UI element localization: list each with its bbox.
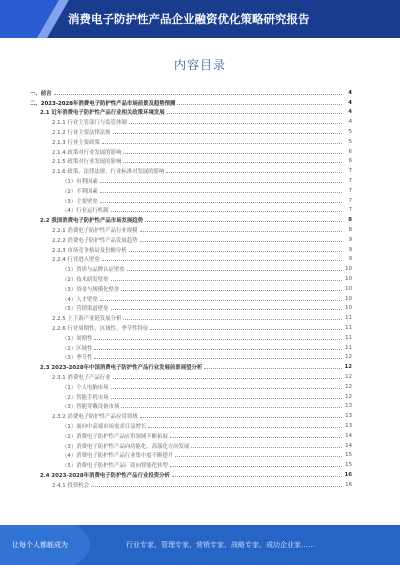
- toc-entry-label: 2.2.4 行业进入壁垒: [52, 257, 100, 264]
- toc-entry[interactable]: [30, 450, 352, 460]
- toc-leader-dots: [100, 201, 342, 203]
- toc-entry-label: （3）主要壁垒: [62, 198, 98, 205]
- toc-leader-dots: [140, 230, 342, 232]
- toc-entry-label: 2.2.1 消费电子防护性产品行业规模: [52, 228, 138, 235]
- toc-entry[interactable]: [30, 411, 352, 421]
- toc-leader-dots: [94, 357, 342, 359]
- toc-entry[interactable]: [30, 460, 352, 470]
- toc-entry-page: 5: [348, 138, 352, 145]
- toc-entry[interactable]: [30, 186, 352, 196]
- toc-entry[interactable]: [30, 431, 352, 441]
- toc-leader-dots: [177, 103, 342, 105]
- toc-leader-dots: [148, 426, 342, 428]
- toc-entry-label: （1）面向中高端市场需求日益增长: [62, 423, 147, 430]
- toc-entry-label: （5）消费电子防护性产品厂商向智能化转型: [62, 463, 168, 470]
- toc-leader-dots: [175, 455, 342, 457]
- toc-entry[interactable]: [30, 98, 352, 108]
- toc-leader-dots: [54, 93, 342, 95]
- toc-entry-label: （1）有利因素: [62, 179, 98, 186]
- toc-entry[interactable]: [30, 235, 352, 245]
- toc-entry-label: （3）季节性: [62, 355, 93, 362]
- toc-entry-label: 2.3.2 消费电子防护性产品应用领域: [52, 414, 138, 421]
- toc-leader-dots: [111, 387, 342, 389]
- toc-leader-dots: [100, 181, 342, 183]
- toc-entry-page: 16: [344, 471, 352, 478]
- toc-entry-page: 9: [348, 236, 352, 243]
- toc-entry-label: 2.2.2 消费电子防护性产品发展趋势: [52, 237, 138, 244]
- toc-entry-label: （2）技术研发壁垒: [62, 277, 109, 284]
- toc-leader-dots: [100, 191, 342, 193]
- toc-entry-page: 10: [345, 276, 352, 283]
- toc-entry[interactable]: [30, 166, 352, 176]
- toc-leader-dots: [166, 171, 342, 173]
- toc-entry-page: 5: [348, 129, 352, 136]
- toc-entry-label: 2.4.1 投资机会: [52, 482, 89, 489]
- footer-slogan-right: 行业专家、管理专家、营销专家、战略专家、成功企业家……: [126, 541, 315, 549]
- toc-leader-dots: [172, 475, 342, 477]
- toc-leader-dots: [113, 377, 342, 379]
- toc-entry[interactable]: [30, 304, 352, 314]
- toc-leader-dots: [102, 142, 342, 144]
- toc-entry-label: 2.2 我国消费电子防护性产品市场发展趋势: [40, 218, 144, 225]
- toc-entry[interactable]: [30, 382, 352, 392]
- toc-entry[interactable]: [30, 333, 352, 343]
- toc-leader-dots: [111, 308, 342, 310]
- toc-entry[interactable]: [30, 372, 352, 382]
- toc-heading: 内容目录: [173, 58, 226, 72]
- toc-leader-dots: [111, 279, 342, 281]
- report-title: 消费电子防护性产品企业融资优化策略研究报告: [68, 12, 310, 26]
- toc-entry-page: 10: [345, 266, 352, 273]
- toc-entry-label: 2.2.5 上下游产业链发展分析: [52, 316, 122, 323]
- toc-entry[interactable]: [30, 117, 352, 127]
- toc-entry-page: 12: [345, 374, 352, 380]
- toc-leader-dots: [145, 220, 342, 222]
- toc-entry-page: 4: [348, 89, 352, 96]
- toc-entry-label: 2.1.1 行业主管部门与监管体制: [52, 120, 127, 127]
- toc-entry[interactable]: [30, 343, 352, 353]
- toc-entry[interactable]: [30, 480, 352, 490]
- toc-entry-label: 2.2.3 市场竞争格局及份额分析: [52, 247, 127, 254]
- toc-entry-page: 13: [345, 403, 352, 410]
- toc-leader-dots: [204, 367, 342, 369]
- toc-entry-label: 2.1.4 政策对行业发展的影响: [52, 149, 122, 156]
- toc-entry[interactable]: [30, 392, 352, 402]
- toc-entry[interactable]: [30, 215, 352, 225]
- toc-entry-page: 6: [348, 148, 352, 155]
- toc-leader-dots: [113, 132, 342, 134]
- toc-entry-page: 11: [345, 344, 352, 351]
- toc-leader-dots: [123, 161, 342, 163]
- toc-entry[interactable]: [30, 196, 352, 206]
- toc-entry[interactable]: [30, 402, 352, 412]
- toc-entry[interactable]: [30, 264, 352, 274]
- toc-entry-label: （2）消费电子防护性产品应用领域不断拓展: [62, 433, 168, 440]
- toc-entry[interactable]: [30, 157, 352, 167]
- toc-entry[interactable]: [30, 127, 352, 137]
- toc-entry-page: 9: [348, 256, 352, 263]
- toc-entry[interactable]: [30, 313, 352, 323]
- toc-leader-dots: [170, 436, 342, 438]
- toc-entry[interactable]: [30, 353, 352, 363]
- footer-slogan-left: 让每个人都能成为: [12, 541, 68, 549]
- toc-entry-label: （1）个人电脑市场: [62, 384, 109, 391]
- table-of-contents: [30, 88, 352, 490]
- toc-entry-label: （4）人才壁垒: [62, 296, 98, 303]
- toc-leader-dots: [140, 416, 342, 418]
- toc-leader-dots: [123, 152, 342, 154]
- toc-entry-label: （1）资质与品牌认证壁垒: [62, 267, 125, 274]
- toc-entry[interactable]: [30, 274, 352, 284]
- toc-entry-label: 2.1.2 行业主要法律法规: [52, 130, 111, 137]
- toc-entry-label: 2.3 2023-2028年中国消费电子防护性产品行业发展前景展望分析: [40, 365, 203, 372]
- toc-entry-label: 2.3.1 消费电子产品行业: [52, 375, 111, 381]
- toc-entry-page: 10: [345, 285, 352, 292]
- toc-entry-page: 4: [348, 119, 352, 126]
- toc-entry-page: 10: [345, 305, 352, 312]
- toc-entry-label: 2.4 2023-2028年消费电子防护性产品行业投资分析: [40, 472, 170, 479]
- toc-entry[interactable]: [30, 441, 352, 451]
- toc-entry[interactable]: [30, 225, 352, 235]
- toc-entry-page: 11: [345, 315, 352, 322]
- toc-leader-dots: [140, 240, 342, 242]
- toc-entry-label: 2.1.6 政策、法律法规、行业标准对发展的影响: [52, 169, 165, 176]
- toc-entry[interactable]: [30, 421, 352, 431]
- toc-entry-label: 2.1.5 政策对行业发展的影响: [52, 159, 122, 166]
- toc-entry-page: 13: [345, 422, 352, 429]
- toc-entry-label: （1）周期性: [62, 335, 93, 342]
- toc-leader-dots: [129, 250, 342, 252]
- toc-leader-dots: [111, 210, 342, 212]
- toc-entry-label: （2）区域性: [62, 345, 93, 352]
- toc-leader-dots: [94, 338, 342, 340]
- toc-entry-page: 12: [345, 354, 352, 361]
- toc-entry-page: 4: [348, 109, 352, 116]
- toc-entry[interactable]: [30, 147, 352, 157]
- toc-entry[interactable]: [30, 245, 352, 255]
- toc-entry-page: 13: [345, 413, 352, 420]
- toc-entry-page: 7: [348, 207, 352, 214]
- toc-leader-dots: [100, 299, 342, 301]
- toc-entry-label: 一、前言: [30, 90, 52, 97]
- toc-entry-label: （4）行业运行机制: [62, 208, 109, 215]
- toc-entry[interactable]: [30, 362, 352, 372]
- toc-leader-dots: [111, 397, 342, 399]
- toc-leader-dots: [127, 269, 342, 271]
- toc-entry[interactable]: [30, 88, 352, 98]
- toc-entry[interactable]: [30, 108, 352, 118]
- toc-leader-dots: [167, 112, 342, 114]
- toc-entry-page: 8: [348, 217, 352, 224]
- toc-entry-page: 12: [345, 383, 352, 390]
- toc-entry[interactable]: [30, 323, 352, 333]
- toc-entry-page: 12: [345, 393, 352, 400]
- toc-entry-label: （2）智能手机市场: [62, 394, 109, 401]
- toc-entry-page: 14: [345, 442, 352, 449]
- toc-entry-page: 15: [345, 462, 352, 469]
- toc-entry-page: 9: [348, 246, 352, 253]
- toc-leader-dots: [191, 446, 342, 448]
- toc-entry-page: 11: [345, 334, 352, 341]
- toc-entry-page: 12: [344, 364, 352, 371]
- toc-entry-label: （2）不利因素: [62, 188, 98, 195]
- toc-leader-dots: [91, 485, 342, 487]
- toc-entry-page: 6: [348, 158, 352, 165]
- toc-entry-page: 7: [348, 187, 352, 194]
- footer-banner: [0, 525, 400, 565]
- toc-entry-page: 7: [348, 178, 352, 185]
- toc-leader-dots: [121, 289, 342, 291]
- toc-entry-label: （3）消费电子防护性产品向功能化、高端化方向发展: [62, 443, 190, 450]
- toc-entry-page: 11: [345, 325, 352, 332]
- toc-entry-label: 二、2023-2028年消费电子防护性产品市场前景及趋势预测: [30, 100, 176, 107]
- toc-entry-label: （3）智能穿戴设备市场: [62, 404, 120, 411]
- toc-leader-dots: [150, 328, 342, 330]
- toc-entry[interactable]: [30, 255, 352, 265]
- report-header: [0, 0, 400, 38]
- toc-entry-page: 7: [348, 168, 352, 175]
- toc-entry-page: 15: [345, 452, 352, 459]
- toc-entry-page: 8: [348, 227, 352, 234]
- toc-leader-dots: [170, 465, 342, 467]
- toc-entry-label: （4）消费电子防护性产品行业集中度不断提升: [62, 453, 174, 460]
- toc-entry[interactable]: [30, 176, 352, 186]
- toc-entry[interactable]: [30, 470, 352, 480]
- toc-leader-dots: [94, 348, 342, 350]
- toc-entry-label: （5）营销渠道壁垒: [62, 306, 109, 313]
- toc-entry-page: 14: [345, 432, 352, 439]
- toc-entry-label: （3）资金与规模化壁垒: [62, 286, 120, 293]
- toc-entry[interactable]: [30, 294, 352, 304]
- toc-entry-page: 10: [345, 295, 352, 302]
- toc-entry-page: 7: [348, 197, 352, 204]
- toc-entry-label: 2.1.3 行业主要政策: [52, 139, 100, 146]
- toc-entry-page: 4: [348, 99, 352, 106]
- toc-leader-dots: [102, 259, 342, 261]
- toc-entry[interactable]: [30, 284, 352, 294]
- toc-entry-label: 2.1 近年消费电子防护性产品行业相关政策环境发展: [40, 110, 165, 117]
- toc-entry[interactable]: [30, 206, 352, 216]
- toc-leader-dots: [123, 318, 342, 320]
- toc-entry[interactable]: [30, 137, 352, 147]
- toc-entry-page: 16: [345, 481, 352, 488]
- toc-leader-dots: [129, 122, 342, 124]
- toc-leader-dots: [121, 406, 342, 408]
- toc-entry-label: 2.2.6 行业周期性、区域性、季节性特征: [52, 326, 149, 333]
